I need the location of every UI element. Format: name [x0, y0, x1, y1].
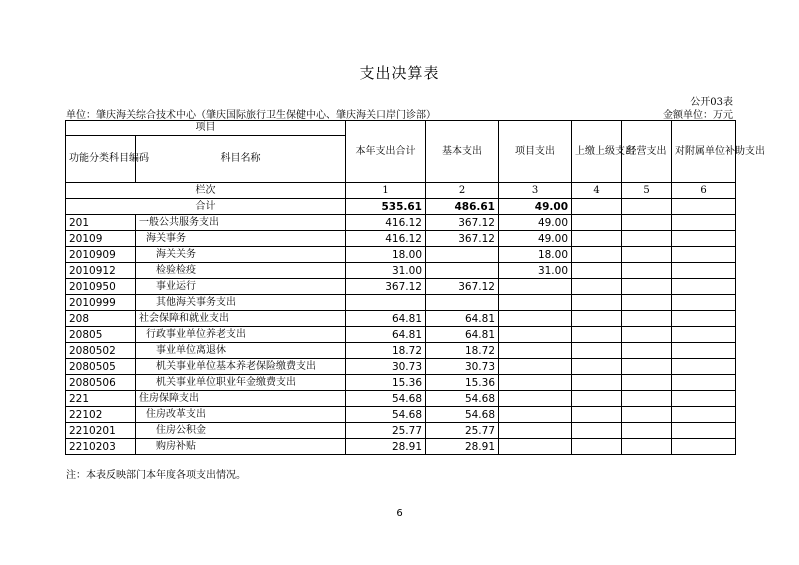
row-total: 64.81 [346, 327, 426, 343]
empty-cell [672, 295, 736, 311]
row-total: 15.36 [346, 375, 426, 391]
table-row [66, 231, 736, 247]
empty-cell [672, 215, 736, 231]
table-row [66, 247, 736, 263]
row-project [499, 327, 572, 343]
row-code: 2210201 [66, 423, 136, 439]
row-code: 20805 [66, 327, 136, 343]
empty-cell [572, 343, 622, 359]
row-code: 2010909 [66, 247, 136, 263]
row-name: 检验检疫 [136, 263, 346, 279]
empty-cell [622, 359, 672, 375]
row-total: 25.77 [346, 423, 426, 439]
header-basic: 基本支出 [426, 121, 499, 183]
empty-cell [672, 327, 736, 343]
total-row [66, 199, 736, 215]
empty-cell [622, 391, 672, 407]
header-operation: 经营支出 [622, 121, 672, 183]
row-name: 购房补贴 [136, 439, 346, 455]
empty-cell [672, 359, 736, 375]
row-project [499, 295, 572, 311]
column-number-row [66, 183, 736, 199]
empty-cell [572, 279, 622, 295]
empty-cell [572, 215, 622, 231]
row-code: 20109 [66, 231, 136, 247]
row-code: 2080505 [66, 359, 136, 375]
row-project [499, 391, 572, 407]
page-title: 支出决算表 [359, 64, 440, 82]
row-total: 64.81 [346, 311, 426, 327]
row-basic: 367.12 [426, 279, 499, 295]
row-code: 201 [66, 215, 136, 231]
row-code: 208 [66, 311, 136, 327]
currency-unit: 金额单位：万元 [663, 110, 733, 121]
empty-cell [572, 391, 622, 407]
row-code: 2010999 [66, 295, 136, 311]
row-project [499, 359, 572, 375]
empty-cell [672, 407, 736, 423]
row-code: 2080506 [66, 375, 136, 391]
empty-cell [622, 407, 672, 423]
col-num: 1 [346, 183, 426, 199]
row-name: 行政事业单位养老支出 [136, 327, 346, 343]
empty-cell [572, 439, 622, 455]
row-total: 18.00 [346, 247, 426, 263]
footnote: 注：本表反映部门本年度各项支出情况。 [66, 470, 246, 481]
row-basic: 25.77 [426, 423, 499, 439]
empty-cell [572, 375, 622, 391]
row-code: 2210203 [66, 439, 136, 455]
row-basic: 30.73 [426, 359, 499, 375]
header-item: 项目 [66, 121, 346, 136]
total-amount: 535.61 [346, 199, 426, 215]
row-total [346, 295, 426, 311]
row-name: 事业单位离退休 [136, 343, 346, 359]
row-name: 社会保障和就业支出 [136, 311, 346, 327]
table-row [66, 439, 736, 455]
row-basic [426, 295, 499, 311]
empty-cell [572, 247, 622, 263]
row-code: 2010912 [66, 263, 136, 279]
empty-cell [622, 215, 672, 231]
row-name: 机关事业单位职业年金缴费支出 [136, 375, 346, 391]
row-basic: 54.68 [426, 391, 499, 407]
empty-cell [622, 439, 672, 455]
row-basic: 54.68 [426, 407, 499, 423]
empty-cell [572, 407, 622, 423]
empty-cell [622, 263, 672, 279]
row-name: 海关关务 [136, 247, 346, 263]
row-total: 54.68 [346, 407, 426, 423]
row-total: 30.73 [346, 359, 426, 375]
form-number: 公开03表 [690, 97, 733, 108]
row-project: 49.00 [499, 231, 572, 247]
empty-cell [672, 199, 736, 215]
column-label: 栏次 [66, 183, 346, 199]
row-name: 住房保障支出 [136, 391, 346, 407]
empty-cell [622, 199, 672, 215]
empty-cell [622, 247, 672, 263]
row-code: 2010950 [66, 279, 136, 295]
row-total: 54.68 [346, 391, 426, 407]
empty-cell [572, 359, 622, 375]
total-label: 合计 [66, 199, 346, 215]
row-basic: 367.12 [426, 231, 499, 247]
table-row [66, 215, 736, 231]
table-row [66, 391, 736, 407]
empty-cell [622, 311, 672, 327]
empty-cell [622, 423, 672, 439]
col-num: 4 [572, 183, 622, 199]
empty-cell [622, 343, 672, 359]
table-row [66, 263, 736, 279]
empty-cell [672, 439, 736, 455]
row-code: 2080502 [66, 343, 136, 359]
header-total: 本年支出合计 [346, 121, 426, 183]
row-basic: 28.91 [426, 439, 499, 455]
empty-cell [672, 279, 736, 295]
row-total: 28.91 [346, 439, 426, 455]
row-project [499, 423, 572, 439]
row-project [499, 407, 572, 423]
empty-cell [572, 231, 622, 247]
empty-cell [672, 343, 736, 359]
row-project [499, 343, 572, 359]
row-code: 221 [66, 391, 136, 407]
empty-cell [572, 327, 622, 343]
total-project: 49.00 [499, 199, 572, 215]
header-row-1 [66, 121, 736, 136]
table-row [66, 311, 736, 327]
row-basic [426, 247, 499, 263]
row-project [499, 279, 572, 295]
row-name: 海关事务 [136, 231, 346, 247]
col-num: 3 [499, 183, 572, 199]
empty-cell [622, 295, 672, 311]
empty-cell [672, 247, 736, 263]
row-name: 住房改革支出 [136, 407, 346, 423]
unit-label: 单位：肇庆海关综合技术中心（肇庆国际旅行卫生保健中心、肇庆海关口岸门诊部） [66, 110, 436, 121]
expenditure-table [65, 120, 765, 455]
table-row [66, 279, 736, 295]
row-total: 18.72 [346, 343, 426, 359]
row-basic [426, 263, 499, 279]
row-name: 机关事业单位基本养老保险缴费支出 [136, 359, 346, 375]
empty-cell [622, 231, 672, 247]
empty-cell [672, 391, 736, 407]
empty-cell [572, 199, 622, 215]
empty-cell [672, 263, 736, 279]
table-row [66, 407, 736, 423]
row-total: 367.12 [346, 279, 426, 295]
empty-cell [622, 279, 672, 295]
total-basic: 486.61 [426, 199, 499, 215]
empty-cell [672, 311, 736, 327]
header-subsidiary: 对附属单位补助支出 [672, 121, 736, 183]
empty-cell [572, 423, 622, 439]
table-row [66, 295, 736, 311]
row-total: 416.12 [346, 215, 426, 231]
empty-cell [572, 263, 622, 279]
table-row [66, 423, 736, 439]
table-row [66, 375, 736, 391]
col-num: 5 [622, 183, 672, 199]
row-project: 49.00 [499, 215, 572, 231]
empty-cell [672, 231, 736, 247]
row-project [499, 311, 572, 327]
header-project: 项目支出 [499, 121, 572, 183]
row-name: 事业运行 [136, 279, 346, 295]
empty-cell [622, 327, 672, 343]
row-project [499, 375, 572, 391]
empty-cell [572, 295, 622, 311]
page-number: 6 [396, 508, 403, 519]
col-num: 2 [426, 183, 499, 199]
row-basic: 15.36 [426, 375, 499, 391]
col-num: 6 [672, 183, 736, 199]
row-basic: 64.81 [426, 327, 499, 343]
row-basic: 367.12 [426, 215, 499, 231]
row-name: 其他海关事务支出 [136, 295, 346, 311]
row-name: 住房公积金 [136, 423, 346, 439]
header-upper: 上缴上级支出 [572, 121, 622, 183]
empty-cell [672, 423, 736, 439]
header-subject-name: 科目名称 [136, 136, 346, 183]
row-total: 416.12 [346, 231, 426, 247]
header-func-code: 功能分类科目编码 [66, 136, 136, 183]
row-project: 31.00 [499, 263, 572, 279]
empty-cell [672, 375, 736, 391]
row-total: 31.00 [346, 263, 426, 279]
empty-cell [572, 311, 622, 327]
row-basic: 64.81 [426, 311, 499, 327]
row-code: 22102 [66, 407, 136, 423]
row-basic: 18.72 [426, 343, 499, 359]
row-project [499, 439, 572, 455]
row-name: 一般公共服务支出 [136, 215, 346, 231]
table-row [66, 327, 736, 343]
empty-cell [622, 375, 672, 391]
row-project: 18.00 [499, 247, 572, 263]
table-row [66, 359, 736, 375]
table-row [66, 343, 736, 359]
